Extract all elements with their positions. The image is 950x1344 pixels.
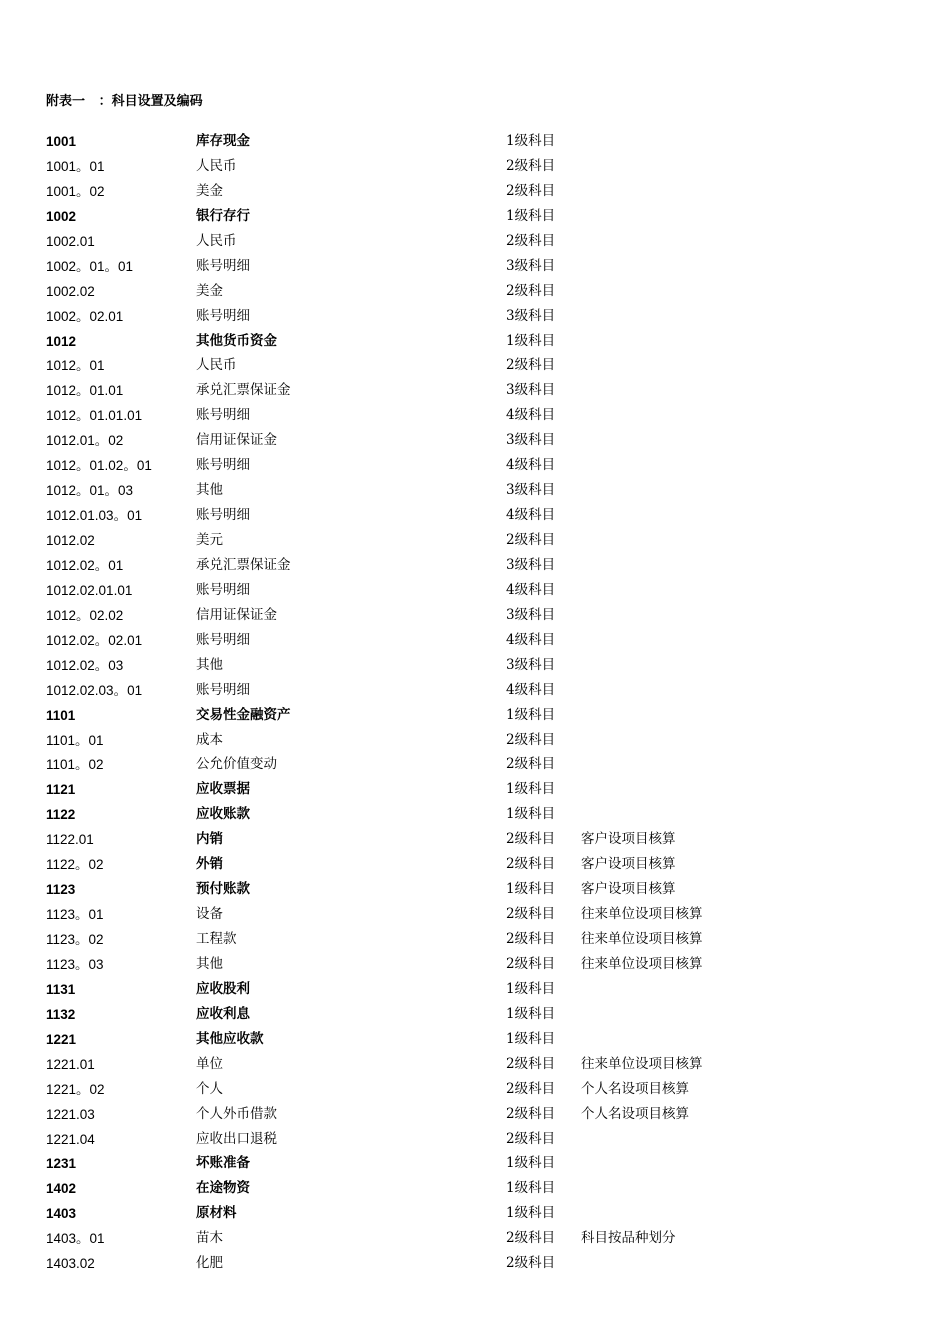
account-level: 2级科目	[506, 1230, 556, 1247]
account-code: 1012.01。02	[46, 433, 124, 449]
table-row	[0, 728, 950, 753]
account-code: 1403。01	[46, 1231, 105, 1247]
account-code: 1221.03	[46, 1106, 95, 1122]
table-row	[0, 1027, 950, 1052]
account-name: 原材料	[196, 1205, 237, 1222]
account-code: 1101。01	[46, 732, 104, 748]
account-level: 2级科目	[506, 955, 556, 972]
table-row	[0, 428, 950, 453]
account-code: 1012。01	[46, 358, 105, 374]
table-row	[0, 703, 950, 728]
account-code: 1012。01.01.01	[46, 408, 143, 424]
account-code: 1012.02。02.01	[46, 632, 143, 648]
account-level: 2级科目	[506, 232, 556, 249]
table-row	[0, 653, 950, 678]
account-name: 美金	[196, 282, 223, 299]
account-name: 个人外币借款	[196, 1105, 277, 1122]
account-name: 账号明细	[196, 257, 250, 274]
table-row	[0, 827, 950, 852]
account-level: 4级科目	[506, 631, 556, 648]
account-name: 设备	[196, 906, 223, 923]
account-name: 美金	[196, 182, 223, 199]
account-code: 1123	[46, 882, 76, 898]
table-row	[0, 453, 950, 478]
account-name: 账号明细	[196, 581, 250, 598]
account-code: 1221。02	[46, 1081, 105, 1097]
account-name: 其他货币资金	[196, 332, 277, 349]
table-row	[0, 952, 950, 977]
account-code: 1012。01。03	[46, 483, 134, 499]
account-level: 1级科目	[506, 1180, 556, 1197]
account-name: 成本	[196, 731, 223, 748]
account-level: 2级科目	[506, 1055, 556, 1072]
account-code: 1012.02.03。01	[46, 682, 143, 698]
account-note: 客户设项目核算	[581, 856, 676, 873]
account-code: 1131	[46, 981, 76, 997]
account-level: 2级科目	[506, 906, 556, 923]
account-name: 库存现金	[196, 133, 250, 149]
account-level: 2级科目	[506, 282, 556, 299]
account-name: 外销	[196, 856, 223, 873]
account-name: 账号明细	[196, 631, 250, 648]
table-row	[0, 1201, 950, 1226]
account-name: 账号明细	[196, 681, 250, 698]
table-row	[0, 154, 950, 179]
account-code: 1123。02	[46, 932, 104, 947]
account-level: 2级科目	[506, 157, 556, 174]
account-name: 账号明细	[196, 407, 250, 424]
table-row	[0, 129, 950, 154]
account-name: 化肥	[196, 1255, 223, 1272]
table-row	[0, 752, 950, 777]
account-level: 3级科目	[506, 482, 556, 499]
account-level: 2级科目	[506, 831, 556, 848]
table-row	[0, 1151, 950, 1176]
account-note: 往来单位设项目核算	[581, 955, 703, 972]
account-level: 2级科目	[506, 532, 556, 548]
account-level: 3级科目	[506, 556, 556, 573]
account-code: 1221.04	[46, 1131, 95, 1147]
account-level: 4级科目	[506, 457, 556, 474]
account-level: 2级科目	[506, 1105, 556, 1122]
table-row	[0, 1002, 950, 1027]
table-row	[0, 329, 950, 354]
account-code: 1403.02	[46, 1256, 95, 1272]
table-row	[0, 229, 950, 254]
table-row	[0, 478, 950, 503]
account-level: 1级科目	[506, 133, 556, 149]
account-name: 账号明细	[196, 457, 250, 474]
account-level: 1级科目	[506, 1155, 556, 1172]
account-name: 内销	[196, 831, 223, 848]
table-row	[0, 877, 950, 902]
table-row	[0, 802, 950, 827]
table-row	[0, 777, 950, 802]
account-code: 1012	[46, 333, 77, 349]
account-code: 1002。02.01	[46, 308, 124, 324]
table-row	[0, 204, 950, 229]
account-level: 3级科目	[506, 606, 556, 623]
account-code: 1221	[46, 1031, 77, 1047]
account-code: 1101	[46, 707, 76, 723]
account-name: 在途物资	[196, 1180, 250, 1197]
account-level: 1级科目	[506, 1030, 556, 1047]
account-name: 其他应收款	[196, 1030, 264, 1047]
account-level: 1级科目	[506, 781, 556, 798]
table-row	[0, 1127, 950, 1152]
account-level: 3级科目	[506, 307, 556, 324]
account-code: 1012.02	[46, 533, 95, 548]
table-row	[0, 304, 950, 329]
account-code: 1221.01	[46, 1056, 95, 1072]
table-row	[0, 403, 950, 428]
table-row	[0, 628, 950, 653]
account-name: 信用证保证金	[196, 606, 277, 623]
account-code: 1012。01.02。01	[46, 458, 152, 474]
table-row	[0, 378, 950, 403]
account-note: 科目按品种划分	[581, 1230, 676, 1247]
account-level: 1级科目	[506, 881, 556, 898]
account-code: 1402	[46, 1181, 77, 1197]
account-code: 1122.01	[46, 832, 94, 848]
account-code: 1122	[46, 807, 76, 823]
account-code: 1012.01.03。01	[46, 508, 143, 524]
account-name: 应收票据	[196, 781, 250, 798]
table-row	[0, 852, 950, 877]
account-level: 3级科目	[506, 656, 556, 673]
document-title: 附表一 ：科目设置及编码	[46, 94, 203, 109]
account-level: 4级科目	[506, 581, 556, 598]
account-note: 个人名设项目核算	[581, 1105, 689, 1122]
account-name: 苗木	[196, 1230, 223, 1247]
account-level: 2级科目	[506, 756, 556, 773]
account-name: 人民币	[196, 157, 237, 174]
account-note: 客户设项目核算	[581, 881, 676, 898]
table-row	[0, 1102, 950, 1127]
account-level: 3级科目	[506, 432, 556, 449]
account-level: 4级科目	[506, 681, 556, 698]
table-row	[0, 902, 950, 927]
account-level: 2级科目	[506, 931, 556, 947]
account-code: 1123。01	[46, 907, 104, 923]
account-name: 交易性金融资产	[196, 706, 291, 723]
account-code: 1001	[46, 134, 77, 149]
account-code: 1231	[46, 1156, 77, 1172]
table-row	[0, 1176, 950, 1201]
table-row	[0, 578, 950, 603]
account-code: 1012。01.01	[46, 383, 124, 399]
account-name: 坏账准备	[196, 1155, 250, 1172]
account-level: 1级科目	[506, 980, 556, 997]
table-row	[0, 1226, 950, 1251]
account-level: 1级科目	[506, 207, 556, 224]
account-level: 3级科目	[506, 257, 556, 274]
account-code: 1121	[46, 782, 76, 798]
table-row	[0, 353, 950, 378]
table-row	[0, 279, 950, 304]
table-row	[0, 503, 950, 528]
account-code: 1012.02.01.01	[46, 582, 133, 598]
account-name: 应收利息	[196, 1005, 250, 1022]
account-level: 2级科目	[506, 1080, 556, 1097]
table-row	[0, 977, 950, 1002]
account-level: 2级科目	[506, 731, 556, 748]
account-level: 4级科目	[506, 507, 556, 524]
account-name: 承兑汇票保证金	[196, 556, 291, 573]
table-row	[0, 254, 950, 279]
account-code: 1001。01	[46, 158, 105, 174]
account-code: 1012.02。03	[46, 657, 124, 673]
account-name: 预付账款	[196, 881, 250, 898]
account-name: 公允价值变动	[196, 756, 277, 773]
account-name: 银行存行	[196, 207, 250, 224]
account-name: 单位	[196, 1055, 223, 1072]
table-row	[0, 1077, 950, 1102]
account-name: 应收账款	[196, 806, 250, 823]
account-name: 账号明细	[196, 507, 250, 524]
table-row	[0, 603, 950, 628]
account-level: 1级科目	[506, 806, 556, 823]
account-level: 2级科目	[506, 357, 556, 374]
account-code: 1001。02	[46, 183, 105, 199]
account-code: 1123。03	[46, 956, 104, 972]
account-code: 1002	[46, 208, 77, 224]
account-code: 1002。01。01	[46, 258, 134, 274]
account-name: 工程款	[196, 931, 237, 947]
table-row	[0, 678, 950, 703]
account-code: 1403	[46, 1206, 77, 1222]
table-row	[0, 1052, 950, 1077]
account-name: 其他	[196, 955, 223, 972]
account-name: 应收股利	[196, 980, 250, 997]
account-code: 1012。02.02	[46, 607, 124, 623]
account-code-table	[0, 129, 950, 1276]
account-note: 个人名设项目核算	[581, 1080, 689, 1097]
account-code: 1012.02。01	[46, 557, 124, 573]
account-level: 4级科目	[506, 407, 556, 424]
account-name: 承兑汇票保证金	[196, 382, 291, 399]
account-code: 1132	[46, 1006, 76, 1022]
account-level: 2级科目	[506, 1255, 556, 1272]
account-level: 2级科目	[506, 182, 556, 199]
account-note: 往来单位设项目核算	[581, 1055, 703, 1072]
table-row	[0, 927, 950, 952]
account-note: 往来单位设项目核算	[581, 906, 703, 923]
account-level: 1级科目	[506, 1005, 556, 1022]
account-name: 其他	[196, 656, 223, 673]
account-level: 1级科目	[506, 706, 556, 723]
account-code: 1002.01	[46, 233, 95, 249]
table-row	[0, 179, 950, 204]
account-name: 人民币	[196, 357, 237, 374]
table-row	[0, 528, 950, 553]
account-level: 2级科目	[506, 1130, 556, 1147]
table-row	[0, 553, 950, 578]
account-level: 1级科目	[506, 332, 556, 349]
account-code: 1002.02	[46, 283, 95, 299]
account-name: 个人	[196, 1080, 223, 1097]
account-code: 1122。02	[46, 857, 104, 873]
account-name: 账号明细	[196, 307, 250, 324]
account-name: 信用证保证金	[196, 432, 277, 449]
account-name: 应收出口退税	[196, 1130, 277, 1147]
account-name: 人民币	[196, 232, 237, 249]
account-note: 往来单位设项目核算	[581, 931, 703, 947]
account-level: 1级科目	[506, 1205, 556, 1222]
account-name: 其他	[196, 482, 223, 499]
account-level: 2级科目	[506, 856, 556, 873]
account-level: 3级科目	[506, 382, 556, 399]
table-row	[0, 1251, 950, 1276]
account-note: 客户设项目核算	[581, 831, 676, 848]
account-name: 美元	[196, 532, 223, 548]
account-code: 1101。02	[46, 757, 104, 773]
